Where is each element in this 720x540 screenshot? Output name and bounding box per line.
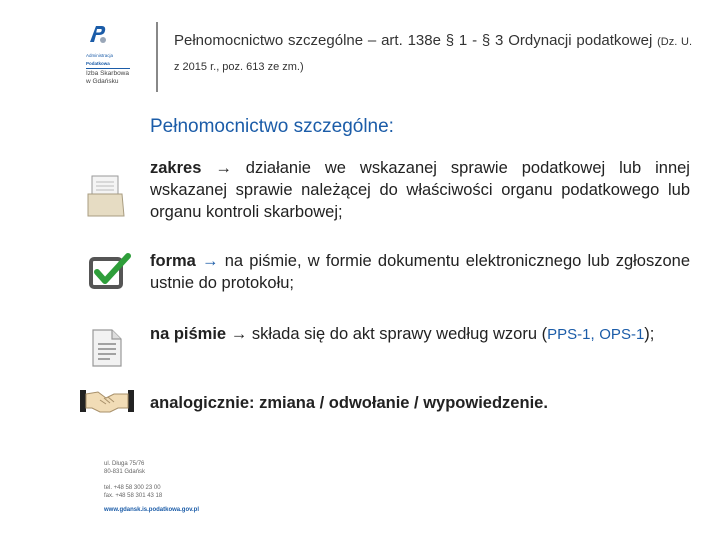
logo-line1: Administracja	[86, 53, 114, 58]
office-line1: Izba Skarbowa	[86, 70, 129, 77]
title-reference: (Dz. U. z 2015 r., poz. 613 ze zm.)	[174, 36, 692, 73]
section-heading: Pełnomocnictwo szczególne:	[150, 116, 394, 137]
paren-close: );	[644, 325, 655, 343]
logo-divider	[86, 68, 130, 69]
administration-logo-icon	[86, 22, 110, 46]
form-code-ops: OPS-1	[599, 326, 645, 343]
logo	[86, 22, 150, 69]
form-code-pps: PPS-1,	[547, 326, 595, 343]
title-main: Pełnomocnictwo szczególne – art. 138e § 1 - § 3 Ordynacji podatkowej	[174, 32, 653, 49]
item-term: na piśmie	[150, 325, 227, 343]
page-title	[174, 29, 692, 79]
footer-fax: fax. +48 58 301 43 18	[104, 493, 163, 499]
item-text: działanie we wskazanej sprawie podatkowej lub innej wskazanej sprawie należącej do właściwości organu podatkowego lub organu kontroli skarbowej;	[150, 159, 690, 221]
header-divider	[156, 22, 158, 92]
footer-website-link[interactable]: www.gdansk.is.podatkowa.gov.pl	[104, 507, 200, 513]
item-term: zakres	[150, 159, 202, 177]
footer-address-line1: ul. Długa 75/76	[104, 461, 145, 467]
office-name	[86, 70, 146, 86]
item-text: na piśmie, w formie dokumentu elektronicznego lub zgłoszone ustnie do protokołu;	[150, 252, 690, 292]
list-item	[150, 392, 690, 414]
arrow: →	[202, 252, 219, 270]
arrow: →	[215, 159, 232, 177]
list-item	[150, 320, 690, 349]
footer-address-line2: 80-831 Gdańsk	[104, 469, 146, 475]
footer-contact	[104, 460, 199, 514]
office-line2: w Gdańsku	[86, 78, 119, 85]
list-item	[150, 250, 690, 294]
paren-open: (	[541, 325, 548, 343]
item-text: analogicznie: zmiana / odwołanie / wypowiedzenie.	[150, 394, 548, 412]
folder-icon	[86, 174, 128, 218]
arrow: →	[230, 325, 248, 343]
list-item	[150, 157, 690, 223]
item-term: forma	[150, 252, 196, 270]
checkmark-icon	[88, 252, 132, 292]
handshake-icon	[80, 384, 134, 416]
item-text: składa się do akt sprawy według wzoru	[251, 325, 538, 343]
footer-phone: tel. +48 58 300 23 00	[104, 485, 161, 491]
logo-line2: Podatkowa	[86, 60, 110, 66]
document-icon	[90, 328, 124, 368]
